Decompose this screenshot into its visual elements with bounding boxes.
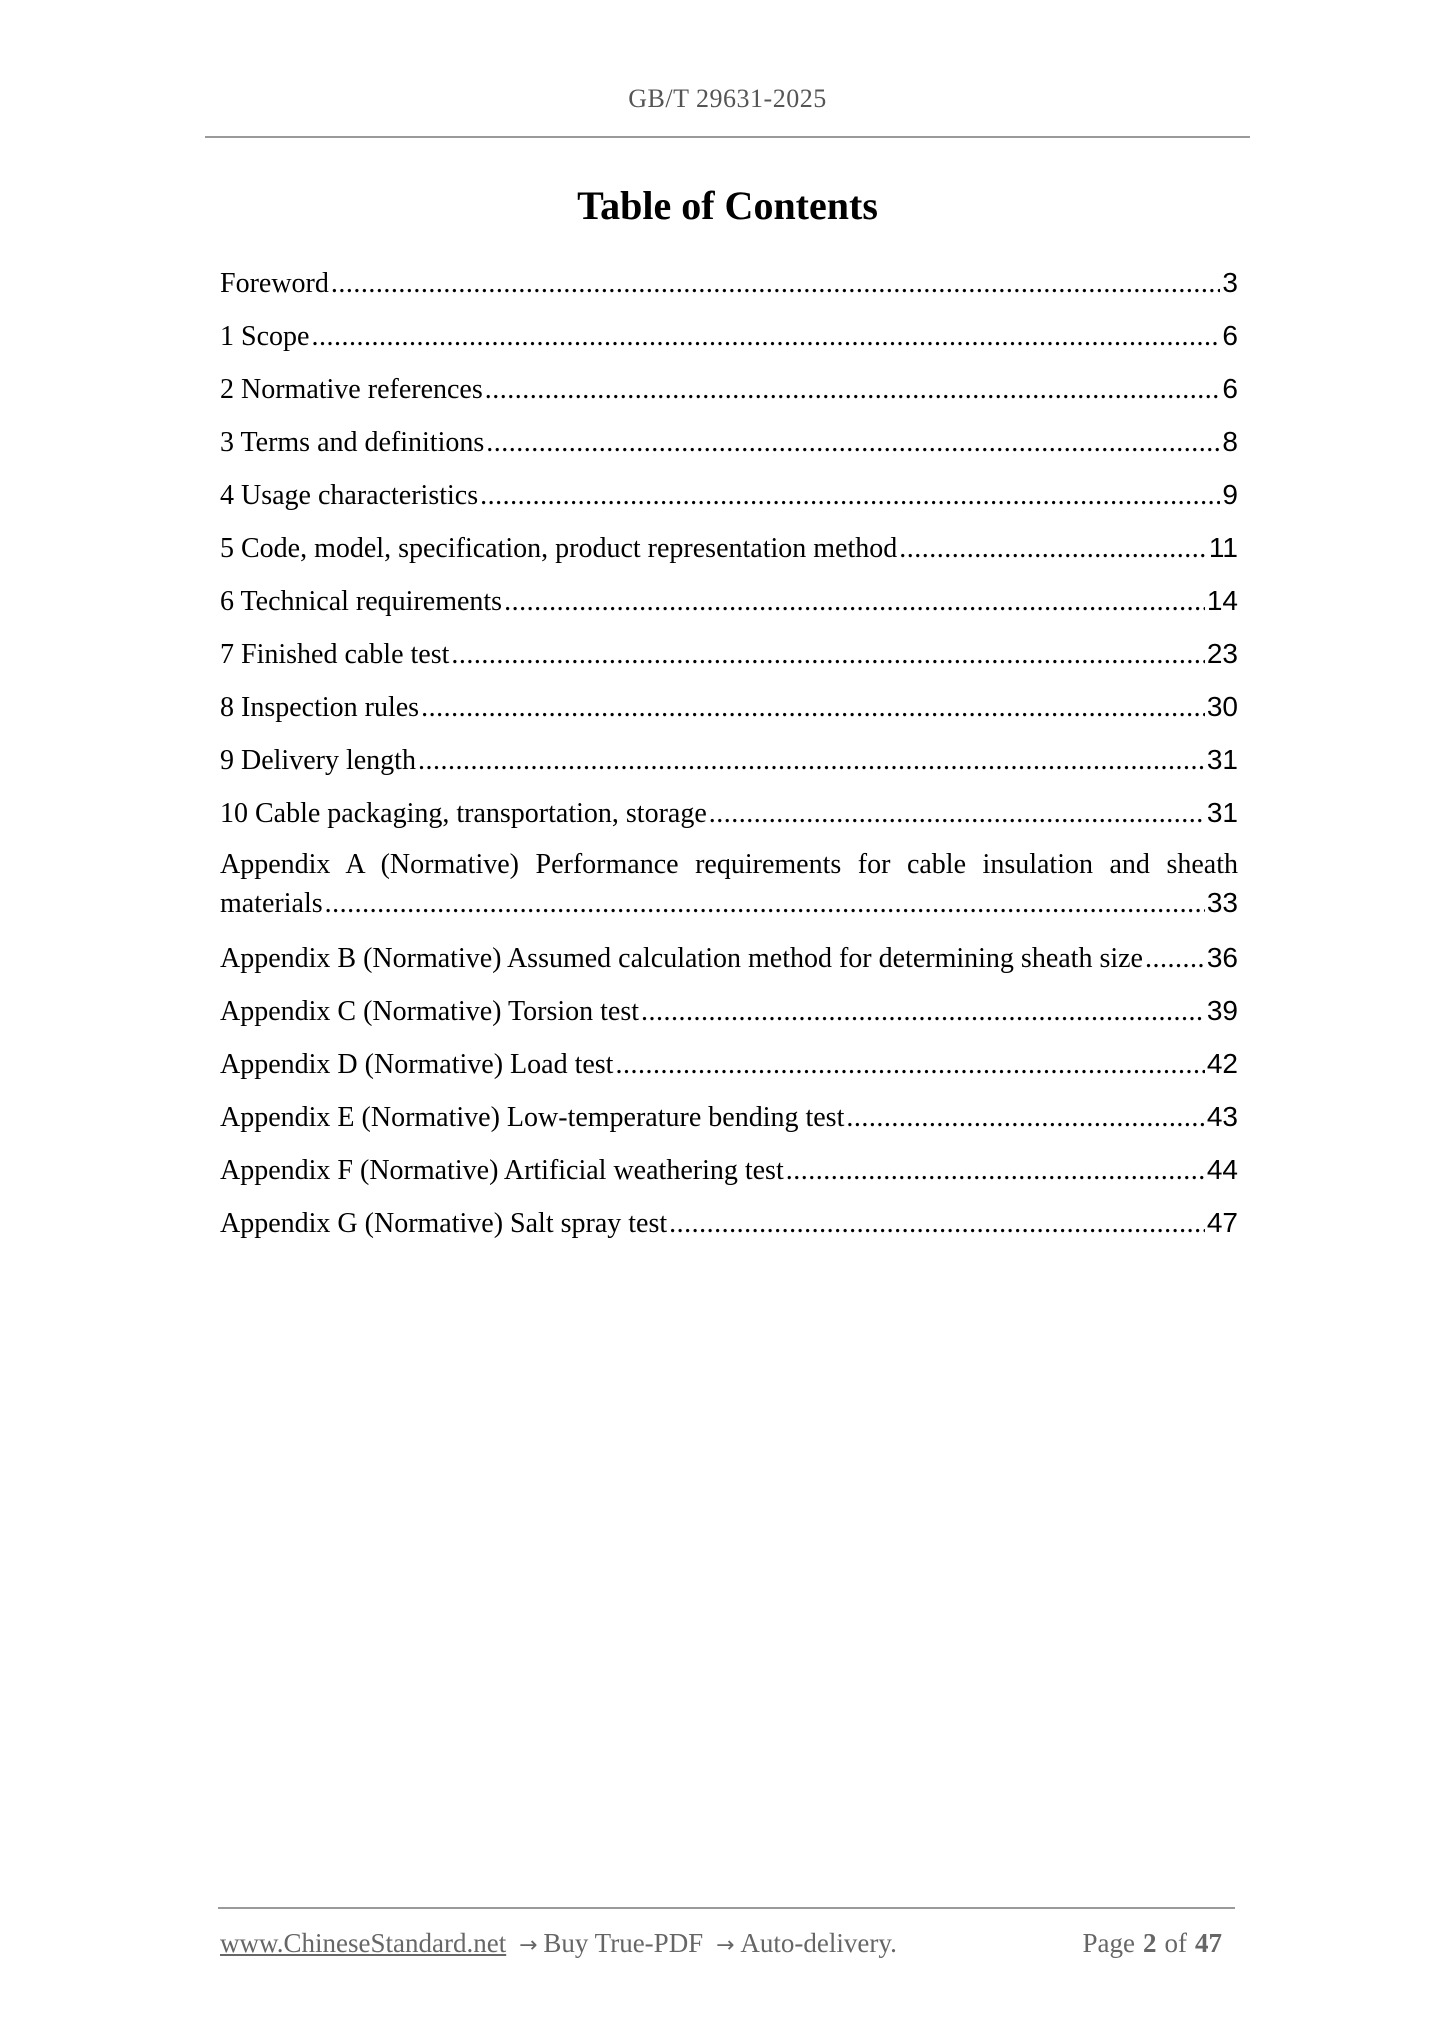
page-word: Page [1082, 1928, 1135, 1958]
toc-entry-label-line2: materials [220, 888, 323, 919]
dot-leader [480, 469, 1220, 522]
dot-leader [331, 257, 1221, 310]
toc-entry-appendix-c[interactable] [220, 984, 1238, 1037]
toc-entry-label: Appendix B (Normative) Assumed calculation method for determining sheath size [220, 943, 1143, 974]
toc-entry-page: 36 [1206, 942, 1238, 973]
dot-leader [846, 1091, 1204, 1144]
dot-leader [1145, 932, 1205, 985]
toc-entry-normative-references[interactable] [220, 362, 1238, 415]
toc-entry-label: 10 Cable packaging, transportation, storage [220, 798, 707, 829]
toc-entry-label: 9 Delivery length [220, 745, 416, 776]
toc-entry-code-model[interactable] [220, 521, 1238, 574]
toc-entry-page: 42 [1206, 1048, 1238, 1079]
table-of-contents [220, 256, 1238, 1249]
toc-entry-label: 8 Inspection rules [220, 692, 420, 723]
toc-entry-usage-characteristics[interactable] [220, 468, 1238, 521]
toc-entry-terms-definitions[interactable] [220, 415, 1238, 468]
toc-entry-label: 4 Usage characteristics [220, 480, 479, 511]
toc-entry-line2 [220, 884, 1238, 923]
right-arrow-icon: → [518, 1933, 538, 1958]
toc-entry-page: 30 [1206, 691, 1238, 722]
dot-leader [418, 734, 1205, 787]
footer-divider [218, 1907, 1235, 1909]
dot-leader [451, 628, 1204, 681]
toc-entry-label: Appendix E (Normative) Low-temperature bending test [220, 1102, 845, 1133]
toc-entry-inspection-rules[interactable] [220, 680, 1238, 733]
right-arrow-icon: → [715, 1933, 735, 1958]
toc-entry-foreword[interactable] [220, 256, 1238, 309]
toc-entry-label: Appendix G (Normative) Salt spray test [220, 1208, 668, 1239]
toc-entry-appendix-f[interactable] [220, 1143, 1238, 1196]
dot-leader [709, 787, 1205, 840]
toc-entry-page: 23 [1206, 638, 1238, 669]
total-pages-number: 47 [1195, 1928, 1222, 1958]
toc-entry-label-line1: Appendix A (Normative) Performance requirements for cable insulation and sheath [220, 849, 1238, 880]
dot-leader [325, 885, 1205, 923]
dot-leader [641, 985, 1205, 1038]
page-footer [220, 1928, 1230, 1959]
toc-entry-appendix-e[interactable] [220, 1090, 1238, 1143]
toc-entry-cable-packaging[interactable] [220, 786, 1238, 839]
document-code-header: GB/T 29631-2025 [628, 84, 827, 113]
toc-entry-finished-cable-test[interactable] [220, 627, 1238, 680]
toc-entry-page: 11 [1208, 532, 1238, 563]
toc-entry-page: 39 [1206, 995, 1238, 1026]
toc-entry-appendix-d[interactable] [220, 1037, 1238, 1090]
toc-entry-page: 44 [1206, 1154, 1238, 1185]
dot-leader [786, 1144, 1205, 1197]
toc-entry-page: 33 [1206, 887, 1238, 918]
buy-true-pdf-text: Buy True-PDF [543, 1928, 704, 1958]
toc-entry-technical-requirements[interactable] [220, 574, 1238, 627]
toc-entry-appendix-b[interactable] [220, 931, 1238, 984]
dot-leader [615, 1038, 1204, 1091]
toc-entry-page: 9 [1222, 479, 1238, 510]
toc-entry-appendix-a[interactable] [220, 839, 1238, 931]
toc-entry-appendix-g[interactable] [220, 1196, 1238, 1249]
toc-entry-page: 6 [1222, 320, 1238, 351]
dot-leader [421, 681, 1205, 734]
toc-entry-page: 6 [1222, 373, 1238, 404]
toc-entry-label: Appendix F (Normative) Artificial weathering test [220, 1155, 784, 1186]
toc-entry-label: 2 Normative references [220, 374, 483, 405]
toc-entry-page: 8 [1222, 426, 1238, 457]
dot-leader [311, 310, 1220, 363]
toc-entry-page: 31 [1206, 797, 1238, 828]
current-page-number: 2 [1143, 1928, 1157, 1958]
dot-leader [485, 363, 1221, 416]
toc-entry-label: 5 Code, model, specification, product representation method [220, 533, 898, 564]
page-title: Table of Contents [577, 183, 878, 228]
toc-entry-page: 43 [1206, 1101, 1238, 1132]
toc-entry-page: 3 [1222, 267, 1238, 298]
toc-entry-page: 47 [1206, 1207, 1238, 1238]
toc-entry-label: 6 Technical requirements [220, 586, 503, 617]
auto-delivery-text: Auto-delivery. [740, 1928, 897, 1958]
toc-entry-delivery-length[interactable] [220, 733, 1238, 786]
header-divider [205, 136, 1250, 138]
dot-leader [899, 522, 1207, 575]
dot-leader [504, 575, 1205, 628]
page-indicator [1083, 1928, 1230, 1959]
toc-entry-label: Foreword [220, 268, 329, 299]
toc-entry-label: Appendix C (Normative) Torsion test [220, 996, 640, 1027]
toc-entry-label: 3 Terms and definitions [220, 427, 485, 458]
toc-entry-page: 31 [1206, 744, 1238, 775]
site-link[interactable]: www.ChineseStandard.net [220, 1928, 507, 1958]
toc-entry-label: Appendix D (Normative) Load test [220, 1049, 614, 1080]
toc-entry-label: 1 Scope [220, 321, 310, 352]
toc-entry-page: 14 [1206, 585, 1238, 616]
dot-leader [486, 416, 1220, 469]
footer-promo [220, 1928, 897, 1959]
toc-entry-scope[interactable] [220, 309, 1238, 362]
toc-entry-label: 7 Finished cable test [220, 639, 450, 670]
dot-leader [669, 1197, 1205, 1250]
of-word: of [1164, 1928, 1187, 1958]
